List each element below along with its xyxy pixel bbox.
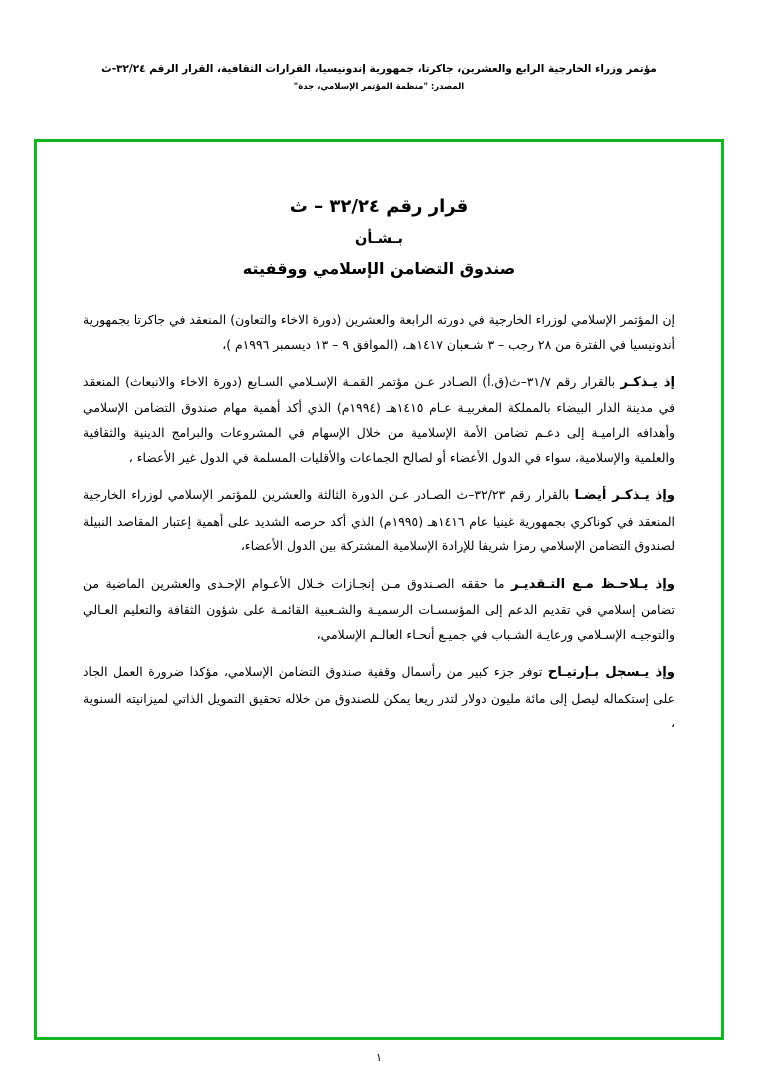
paragraph-1: [83, 370, 675, 471]
resolution-subject-label: بـشـأن: [355, 231, 403, 247]
resolution-title: قرار رقم ٣٢/٢٤ – ث: [289, 196, 469, 217]
paragraph-4-lead: وإذ يـسجل بـإرتيـاح: [547, 665, 675, 681]
resolution-body: [83, 308, 675, 736]
paragraph-1-lead: إذ يـذكـر: [620, 375, 676, 391]
resolution-subject: صندوق التضامن الإسلامي ووقفيته: [242, 259, 516, 278]
header-source-line: المصدر: "منظمة المؤتمر الإسلامي، جدة": [293, 81, 465, 92]
content-frame-inner: [37, 142, 721, 1037]
header-conference-line: مؤتمر وزراء الخارجية الرابع والعشرين، جاكرتا، جمهورية إندونيسيا، القرارات الثقافية، القرار الرقم ٣٢/٢٤-ث: [101, 63, 657, 75]
page-number: ١: [376, 1051, 382, 1064]
paragraph-4: [83, 660, 675, 736]
paragraph-0-text: إن المؤتمر الإسلامي لوزراء الخارجية في دورته الرابعة والعشرين (دورة الاخاء والتعاون) المنعقد في جاكرتا بجمهورية أندونيسيا في الفترة من ٢٨ رجب – ٣ شـعبان ١٤١٧هـ، (الموافق ٩ – ١٣ ديسمبر ١٩٩٦م )،: [83, 312, 675, 352]
paragraph-2-lead: وإذ يـذكـر أيضـا: [574, 488, 675, 504]
paragraph-4-text: توفر جزء كبير من رأسمال وقفية صندوق التضامن الإسلامي، مؤكدا ضرورة العمل الجاد على إستكماله ليصل إلى مائة مليون دولار لتدر ريعا يمكن للصندوق من خلاله تحقيق التمويل الذاتي لميزانيته السنوية ،: [83, 664, 675, 731]
paragraph-2: [83, 483, 675, 559]
paragraph-3: [83, 572, 675, 648]
title-block: [83, 196, 675, 278]
paragraph-2-text: بالقرار رقم ٣٢/٢٣–ث الصـادر عـن الدورة الثالثة والعشرين للمؤتمر الإسلامي لوزراء الخارجية المنعقد في كوناكري بجمهورية غينيا عام ١٤١٦هـ (١٩٩٥م) الذي أكد حرصه الشديد على أهمية إعتبار المقاصد النبيلة لصندوق التضامن الإسلامي رمزا شريفا للإرادة الإسلامية المشتركة بين الدول الأعضاء،: [83, 487, 676, 554]
paragraph-1-text: بالقرار رقم ٣١/٧–ث(ق.أ) الصـادر عـن مؤتمر القمـة الإسـلامي السـابع (دورة الاخاء والانبعاث) المنعقد في مدينة الدار البيضاء بالمملكة المغربيـة عـام ١٤١٥هـ (١٩٩٤م) الذي أكد أهمية مهام صندوق التضامن الإسلامي وأهدافه الراميـة إلى دعـم تضامن الأمة الإسلامية من خلال الإسهام في المشروعات والبرامج الدينية والثقافية والعلمية والإسلامية، سواء في الدول الأعضاء أو لصالح الجماعات والأقليات المسلمة في الدول غير الأعضاء ،: [83, 374, 675, 466]
content-frame: [34, 139, 724, 1040]
paragraph-0: [83, 308, 675, 358]
paragraph-3-lead: وإذ يـلاحـظ مـع التـقديـر: [510, 576, 676, 592]
page-header: [0, 0, 758, 92]
paragraph-3-text: ما حققه الصـندوق مـن إنجـازات خـلال الأعـوام الإحـدى والعشرين الماضية من تضامن إسلامي في تقديم الدعم إلى المؤسسـات الرسميـة والشـعبية القائمـة على شؤون الثقافة والتعليم العـالي والتوجيـه الإسـلامي ورعايـة الشـباب في جميـع أنحـاء العالـم الإسلامي،: [83, 575, 675, 642]
